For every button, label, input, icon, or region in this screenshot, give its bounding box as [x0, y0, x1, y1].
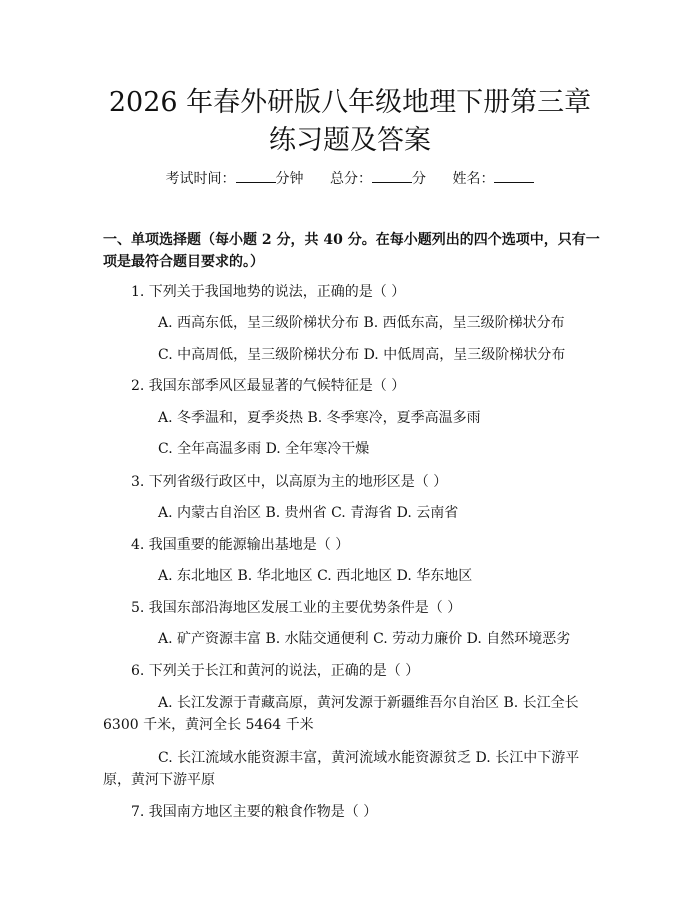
question-1-options-cd: C. 中高周低，呈三级阶梯状分布 D. 中低周高，呈三级阶梯状分布 [158, 347, 566, 363]
section-heading-single-choice: 一、单项选择题（每小题 2 分，共 40 分。在每小题列出的四个选项中，只有一项是最符合题目要求的。） [103, 232, 600, 270]
exam-time [166, 170, 304, 188]
question-1-stem: 1. 下列关于我国地势的说法，正确的是（ ） [131, 284, 406, 300]
exam-score-blank [372, 170, 412, 183]
question-7-stem: 7. 我国南方地区主要的粮食作物是（ ） [131, 804, 378, 820]
student-name [452, 170, 534, 188]
exam-time-unit: 分钟 [275, 171, 304, 187]
question-4-options: A. 东北地区 B. 华北地区 C. 西北地区 D. 华东地区 [158, 568, 473, 584]
question-3-stem: 3. 下列省级行政区中，以高原为主的地形区是（ ） [131, 474, 448, 490]
question-2-options-ab: A. 冬季温和，夏季炎热 B. 冬季寒冷，夏季高温多雨 [158, 410, 481, 426]
question-5-stem: 5. 我国东部沿海地区发展工业的主要优势条件是（ ） [131, 600, 462, 616]
question-2-stem: 2. 我国东部季风区最显著的气候特征是（ ） [131, 378, 406, 394]
student-name-label: 姓名： [452, 171, 495, 187]
question-6-options-cd: C. 长江流域水能资源丰富，黄河流域水能资源贫乏 D. 长江中下游平原，黄河下游平原 [103, 750, 580, 788]
student-name-blank [494, 170, 534, 183]
question-3-options: A. 内蒙古自治区 B. 贵州省 C. 青海省 D. 云南省 [158, 505, 459, 521]
question-5-options: A. 矿产资源丰富 B. 水陆交通便利 C. 劳动力廉价 D. 自然环境恶劣 [158, 631, 571, 647]
document-title: 2026 年春外研版八年级地理下册第三章练习题及答案 [108, 87, 592, 156]
exam-score [330, 170, 426, 188]
exam-score-unit: 分 [412, 171, 426, 187]
exam-time-label: 考试时间： [165, 171, 236, 187]
exam-time-blank [236, 170, 276, 183]
question-6-options-ab: A. 长江发源于青藏高原，黄河发源于新疆维吾尔自治区 B. 长江全长 6300 千米，黄河全长 5464 千米 [103, 695, 579, 733]
question-6-stem: 6. 下列关于长江和黄河的说法，正确的是（ ） [131, 663, 420, 679]
question-2-options-cd: C. 全年高温多雨 D. 全年寒冷干燥 [158, 441, 370, 457]
exam-score-label: 总分： [330, 171, 372, 187]
question-4-stem: 4. 我国重要的能源输出基地是（ ） [131, 537, 350, 553]
question-1-options-ab: A. 西高东低，呈三级阶梯状分布 B. 西低东高，呈三级阶梯状分布 [158, 315, 565, 331]
exam-meta [0, 170, 700, 188]
